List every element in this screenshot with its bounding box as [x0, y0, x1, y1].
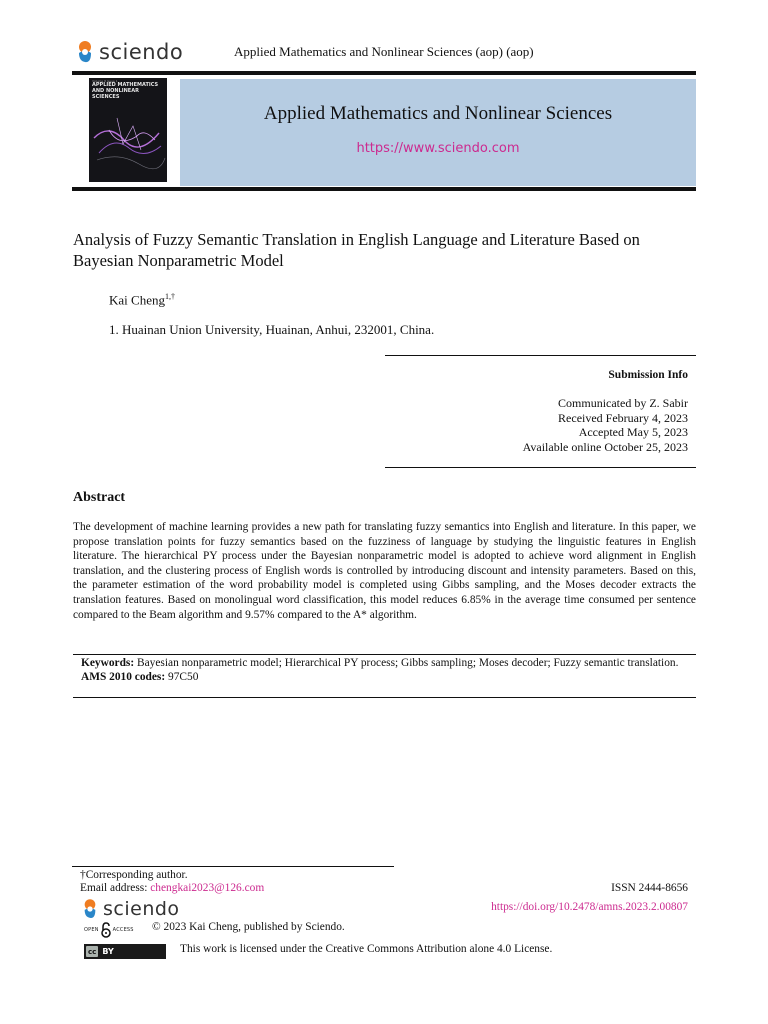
- keywords-box: [81, 656, 696, 684]
- author-name: Kai Cheng: [109, 292, 165, 308]
- access-label: ACCESS: [112, 927, 134, 933]
- logo-text: sciendo: [99, 40, 184, 64]
- keywords-line: [81, 656, 696, 670]
- keywords-rule-top: [73, 654, 696, 655]
- running-head: Applied Mathematics and Nonlinear Sciences (aop) (aop): [234, 44, 534, 59]
- footer-logo-text: sciendo: [103, 898, 180, 920]
- license-text: This work is licensed under the Creative Commons Attribution alone 4.0 License.: [180, 943, 553, 955]
- cover-title: APPLIED MATHEMATICS AND NONLINEAR SCIENCES: [92, 82, 159, 100]
- journal-title: Applied Mathematics and Nonlinear Sciences: [263, 103, 613, 124]
- cc-label: cc: [88, 947, 97, 956]
- corresponding-note: †Corresponding author.: [80, 869, 188, 881]
- sciendo-logo: [76, 40, 183, 64]
- sciendo-swirl-icon: [76, 41, 94, 63]
- cc-icon: [86, 946, 98, 957]
- open-access-badge: [84, 922, 134, 938]
- cover-fractal-art: [89, 78, 167, 182]
- email-link[interactable]: chengkai2023@126.com: [150, 882, 265, 894]
- cc-by-license-badge[interactable]: [84, 944, 166, 959]
- abstract-heading: Abstract: [73, 490, 126, 505]
- issn: ISSN 2444-8656: [611, 882, 688, 894]
- doi-link[interactable]: https://doi.org/10.2478/amns.2023.2.00807: [491, 901, 688, 913]
- affiliation: 1. Huainan Union University, Huainan, Anhui, 232001, China.: [109, 322, 435, 337]
- ams-line: [81, 670, 696, 684]
- submission-received: Received February 4, 2023: [558, 410, 688, 425]
- paper-title: Analysis of Fuzzy Semantic Translation in English Language and Literature Based on Bayesian Nonparametric Model: [73, 230, 640, 270]
- author-superscript: 1,†: [164, 292, 175, 301]
- abstract-text: The development of machine learning provides a new path for translating fuzzy semantics into English and literature. In this paper, we propose translation points for fuzzy semantics based on the fuzziness of language by studying the linguistic features in English literature. The hierarchical PY process under the Bayesian nonparametric model is adopted to achieve word alignment in English translation, and the clustering process of English words is controlled by introducing discount and intensity parameters. Based on this, the parameter estimation of the word probability model is completed using Gibbs sampling, and the Moses decoder extracts the translation features. Based on monolingual word classification, this model reduces 6.85% in the average time consumed per sentence compared to the Beam algorithm and 9.57% compared to the A* algorithm.: [73, 521, 696, 621]
- submission-accepted: Accepted May 5, 2023: [578, 425, 688, 439]
- submission-communicated: Communicated by Z. Sabir: [558, 396, 688, 410]
- submission-online: Available online October 25, 2023: [522, 439, 688, 454]
- email-label: Email address:: [80, 882, 148, 894]
- author-line: [109, 292, 175, 308]
- header-rule-top: [72, 71, 696, 75]
- keywords-rule-bottom: [73, 697, 696, 698]
- header-rule-bottom: [72, 187, 696, 191]
- ams-label: AMS 2010 codes:: [81, 671, 166, 683]
- submission-rule-bottom: [385, 467, 696, 468]
- keywords-label: Keywords:: [81, 657, 135, 669]
- email-line: [80, 882, 264, 894]
- cover-small-text: Volume 8 Issue 1: [92, 79, 118, 83]
- ams-codes: 97C50: [168, 671, 199, 683]
- journal-cover-image: [89, 78, 167, 182]
- open-access-label: OPEN: [84, 927, 99, 933]
- open-lock-icon: [100, 922, 112, 938]
- submission-heading: Submission Info: [608, 369, 688, 381]
- footnote-rule: [72, 866, 394, 867]
- keywords-text: Bayesian nonparametric model; Hierarchical PY process; Gibbs sampling; Moses decoder; Fuzzy semantic translation.: [137, 657, 679, 669]
- sciendo-footer-logo: [82, 898, 180, 920]
- sciendo-swirl-icon: [82, 899, 98, 919]
- submission-rule-top: [385, 355, 696, 356]
- submission-details: [523, 396, 688, 454]
- by-label: BY: [102, 947, 114, 956]
- journal-url-link[interactable]: https://www.sciendo.com: [356, 141, 520, 156]
- copyright-line: © 2023 Kai Cheng, published by Sciendo.: [152, 921, 345, 933]
- journal-banner: [180, 79, 696, 186]
